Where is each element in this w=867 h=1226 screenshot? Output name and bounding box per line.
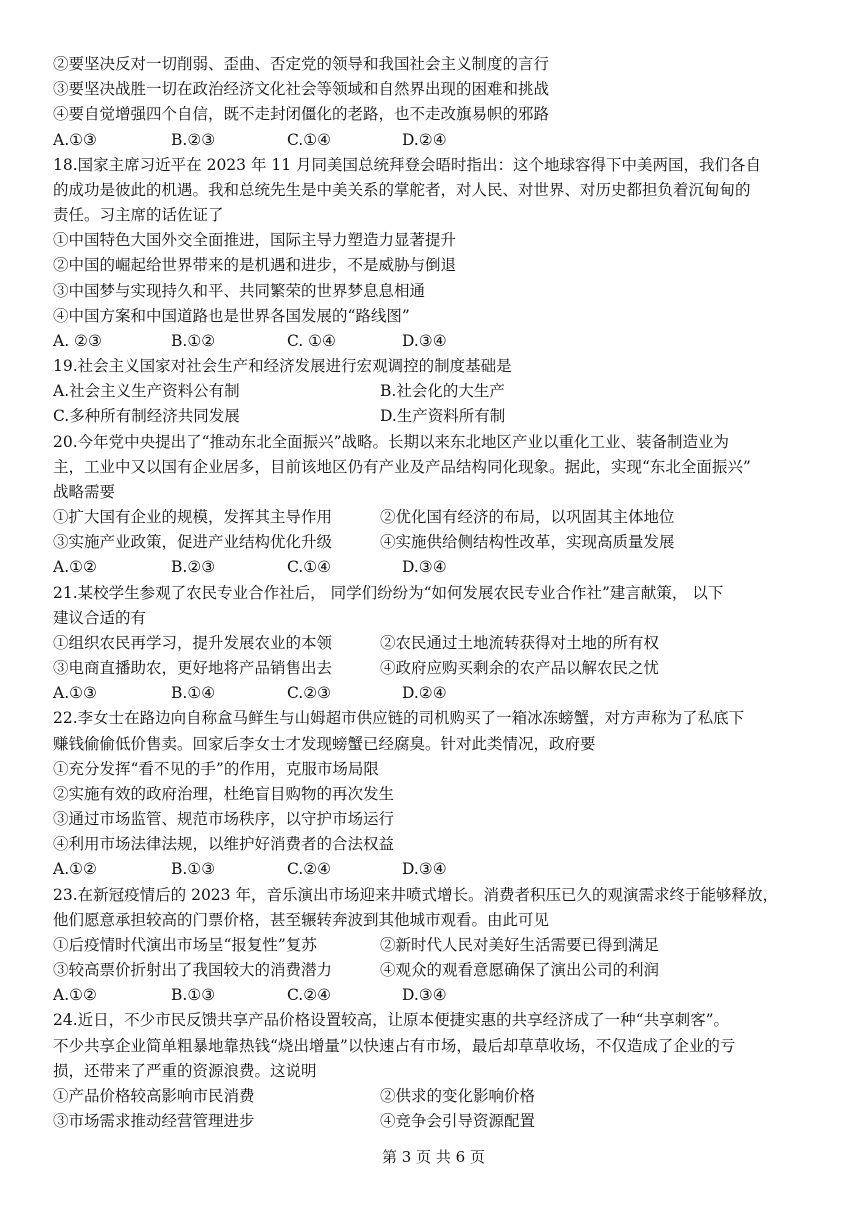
line-text: ②要坚决反对一切削弱、歪曲、否定党的领导和我国社会主义制度的言行 (53, 55, 550, 73)
option-item: D.②④ (402, 684, 447, 702)
line-text: ④中国方案和中国道路也是世界各国发展的“路线图” (53, 307, 410, 325)
option-item: D.③④ (402, 860, 447, 878)
line-text: 23.在新冠疫情后的 2023 年，音乐演出市场迎来井喷式增长。消费者积压已久的观演需求终于能够释放， (53, 886, 778, 904)
line-text: ④利用市场法律法规，以维护好消费者的合法权益 (53, 835, 395, 853)
option-item: ①组织农民再学习，提升发展农业的本领 (53, 634, 333, 652)
option-item: ③市场需求推动经营管理进步 (53, 1112, 255, 1130)
option-item: D.③④ (402, 558, 447, 576)
line-text: ②中国的崛起给世界带来的是机遇和进步，不是威胁与倒退 (53, 256, 457, 274)
line-text: 22.李女士在路边向自称盒马鲜生与山姆超市供应链的司机购买了一箱冰冻螃蟹，对方声称为了私底下 (53, 709, 745, 727)
line-text: 赚钱偷偷低价售卖。回家后李女士才发现螃蟹已经腐臭。针对此类情况，政府要 (53, 735, 596, 753)
line-text: ①中国特色大国外交全面推进，国际主导力塑造力显著提升 (53, 231, 457, 249)
option-item: ①扩大国有企业的规模，发挥其主导作用 (53, 508, 333, 526)
line-text: ③中国梦与实现持久和平、共同繁荣的世界梦息息相通 (53, 282, 426, 300)
page-footer: 第 3 页 共 6 页 (382, 1148, 485, 1166)
option-item: D.③④ (402, 332, 447, 350)
option-item: ②供求的变化影响价格 (380, 1087, 536, 1105)
option-item: ②优化国有经济的布局，以巩固其主体地位 (380, 508, 675, 526)
line-text: ④要自觉增强四个自信，既不走封闭僵化的老路，也不走改旗易帜的邪路 (53, 105, 550, 123)
line-text: 19.社会主义国家对社会生产和经济发展进行宏观调控的制度基础是 (53, 357, 512, 375)
option-item: C.多种所有制经济共同发展 (53, 407, 240, 425)
line-text: 战略需要 (53, 483, 116, 501)
option-item: A.①② (53, 558, 97, 576)
option-item: ③实施产业政策，促进产业结构优化升级 (53, 533, 333, 551)
option-item: A.社会主义生产资料公有制 (53, 382, 240, 400)
option-item: B.②③ (171, 558, 216, 576)
line-text: 20.今年党中央提出了“推动东北全面振兴”战略。长期以来东北地区产业以重化工业、装备制造业为 (53, 433, 730, 451)
option-item: C.②④ (287, 860, 332, 878)
line-text: 不少共享企业简单粗暴地靠热钱“烧出增量”以快速占有市场，最后却草草收场，不仅造成了企业的亏 (53, 1037, 736, 1055)
line-text: ③要坚决战胜一切在政治经济文化社会等领域和自然界出现的困难和挑战 (53, 80, 550, 98)
option-item: A. ②③ (53, 332, 102, 350)
option-item: C.①④ (287, 131, 332, 149)
option-item: B.②③ (171, 131, 216, 149)
line-text: ①充分发挥“看不见的手”的作用，克服市场局限 (53, 760, 379, 778)
option-item: ④竞争会引导资源配置 (380, 1112, 536, 1130)
option-item: A.①③ (53, 684, 97, 702)
option-item: B.社会化的大生产 (380, 382, 505, 400)
option-item: ③较高票价折射出了我国较大的消费潜力 (53, 961, 333, 979)
option-item: B.①④ (171, 684, 216, 702)
option-item: ④观众的观看意愿确保了演出公司的利润 (380, 961, 660, 979)
line-text: 责任。习主席的话佐证了 (53, 206, 224, 224)
option-item: A.①③ (53, 131, 97, 149)
option-item: C.①④ (287, 558, 332, 576)
line-text: 损，还带来了严重的资源浪费。这说明 (53, 1062, 317, 1080)
option-item: C. ①④ (287, 332, 336, 350)
option-item: ④政府应购买剩余的农产品以解农民之忧 (380, 659, 660, 677)
option-item: ②新时代人民对美好生活需要已得到满足 (380, 936, 660, 954)
line-text: 24.近日，不少市民反馈共享产品价格设置较高，让原本便捷实惠的共享经济成了一种“共享刺客”。 (53, 1011, 730, 1029)
line-text: 他们愿意承担较高的门票价格，甚至辗转奔波到其他城市观看。由此可见 (53, 911, 550, 929)
option-item: ①后疫情时代演出市场呈“报复性”复苏 (53, 936, 317, 954)
option-item: B.①③ (171, 986, 216, 1004)
option-item: A.①② (53, 860, 97, 878)
option-item: B.①③ (171, 860, 216, 878)
line-text: ②实施有效的政府治理，杜绝盲目购物的再次发生 (53, 785, 395, 803)
option-item: A.①② (53, 986, 97, 1004)
option-item: C.②③ (287, 684, 332, 702)
line-text: 18.国家主席习近平在 2023 年 11 月同美国总统拜登会晤时指出：这个地球容得下中美两国，我们各自 (53, 156, 762, 174)
line-text: ③通过市场监管、规范市场秩序，以守护市场运行 (53, 810, 395, 828)
option-item: ②农民通过土地流转获得对土地的所有权 (380, 634, 660, 652)
line-text: 主，工业中又以国有企业居多，目前该地区仍有产业及产品结构同化现象。据此，实现“东北全面振兴” (53, 458, 751, 476)
option-item: ③电商直播助农，更好地将产品销售出去 (53, 659, 333, 677)
line-text: 的成功是彼此的机遇。我和总统先生是中美关系的掌舵者，对人民、对世界、对历史都担负着沉甸甸的 (53, 181, 751, 199)
option-item: C.②④ (287, 986, 332, 1004)
option-item: D.③④ (402, 986, 447, 1004)
option-item: ①产品价格较高影响市民消费 (53, 1087, 255, 1105)
line-text: 21.某校学生参观了农民专业合作社后， 同学们纷纷为“如何发展农民专业合作社”建言献策， 以下 (53, 584, 724, 602)
option-item: D.生产资料所有制 (380, 407, 506, 425)
line-text: 建议合适的有 (53, 609, 147, 627)
option-item: ④实施供给侧结构性改革，实现高质量发展 (380, 533, 675, 551)
option-item: D.②④ (402, 131, 447, 149)
option-item: B.①② (171, 332, 216, 350)
